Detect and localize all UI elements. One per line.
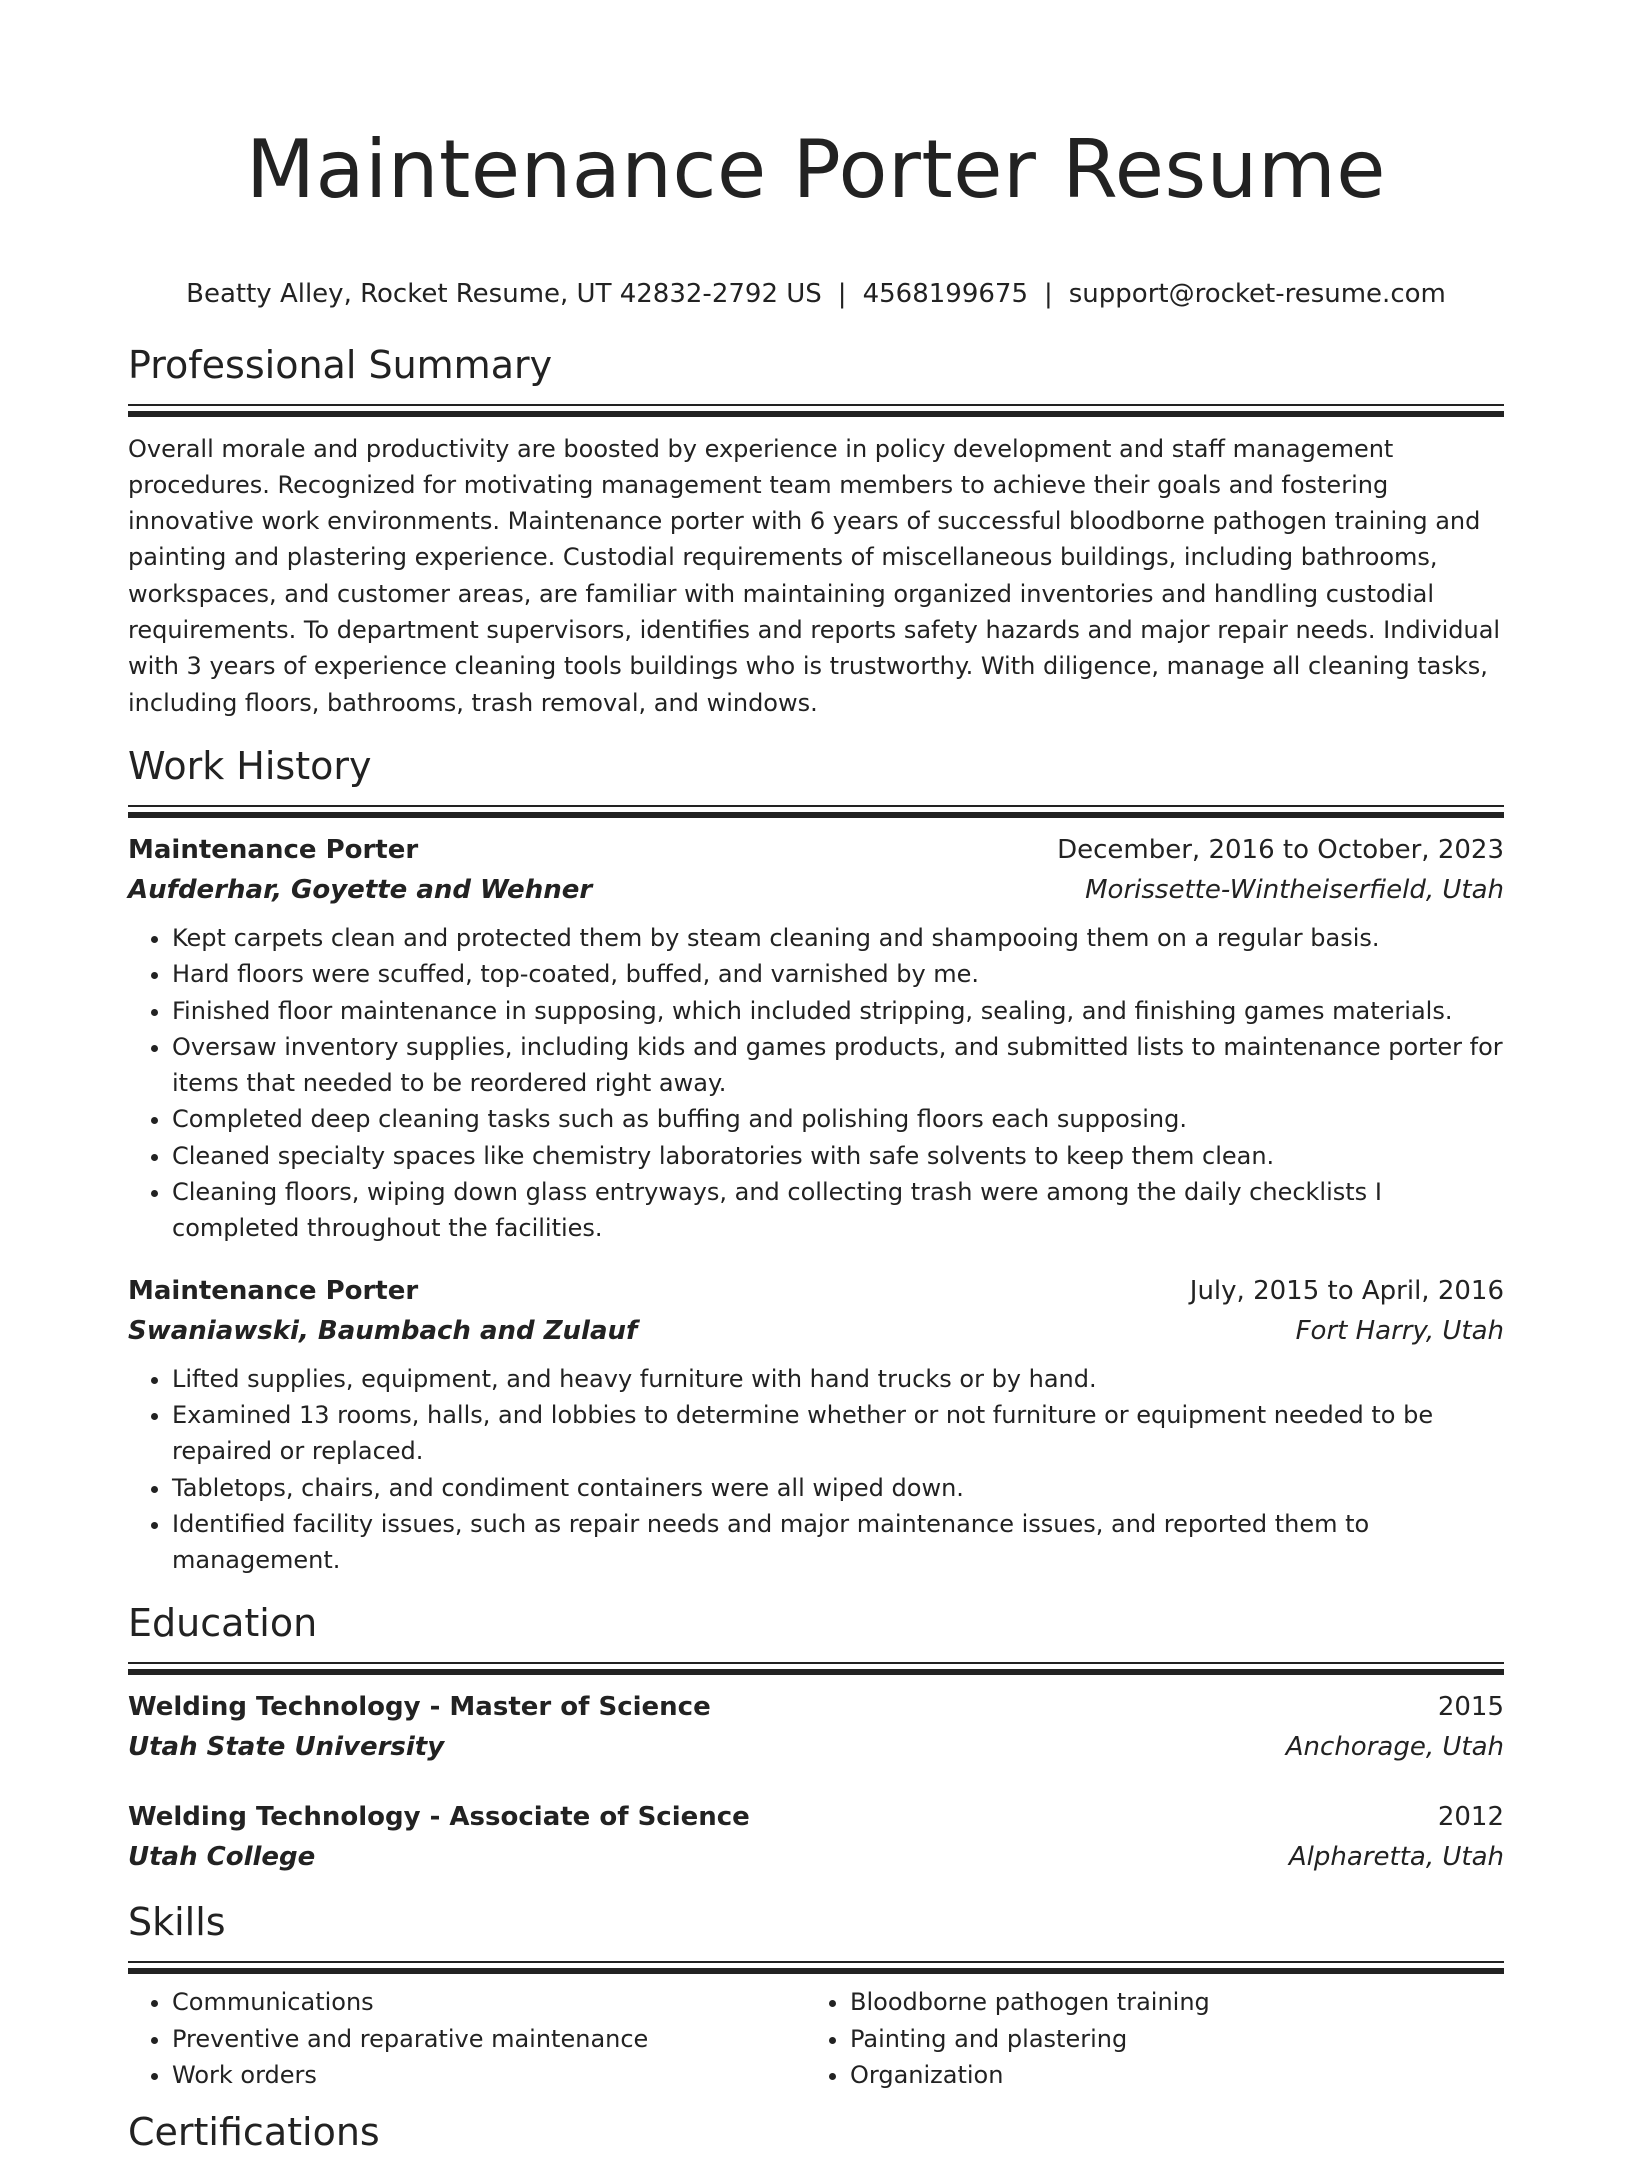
work-section	[128, 741, 1504, 1578]
job-location: Fort Harry, Utah	[1295, 1315, 1504, 1346]
job-dates: December, 2016 to October, 2023	[1057, 834, 1504, 865]
skill-item: • Bloodborne pathogen training	[850, 1984, 1484, 2020]
job-bullets	[128, 920, 1504, 1247]
skill-item: • Preventive and reparative maintenance	[172, 2021, 806, 2057]
section-divider	[128, 411, 1504, 417]
section-divider	[128, 812, 1504, 818]
section-divider	[128, 404, 1504, 406]
skills-list-right	[806, 1984, 1484, 2093]
skill-item: • Painting and plastering	[850, 2021, 1484, 2057]
education-entry	[128, 1797, 1504, 1877]
contact-line	[128, 276, 1504, 312]
skills-list-left	[128, 1984, 806, 2093]
bullet-item: • Identified facility issues, such as repair needs and major maintenance issues, and reported them to management.	[172, 1506, 1504, 1579]
job-dates: July, 2015 to April, 2016	[1189, 1275, 1504, 1306]
bullet-item: • Lifted supplies, equipment, and heavy furniture with hand trucks or by hand.	[172, 1361, 1504, 1397]
job-bullets	[128, 1361, 1504, 1579]
education-degree: Welding Technology - Associate of Science	[128, 1802, 750, 1833]
section-heading: Professional Summary	[128, 342, 553, 387]
education-year: 2015	[1437, 1692, 1504, 1723]
job-entry	[128, 830, 1504, 1247]
education-location: Anchorage, Utah	[1285, 1732, 1504, 1763]
skill-item: • Organization	[850, 2057, 1484, 2093]
bullet-item: • Hard floors were scuffed, top-coated, buffed, and varnished by me.	[172, 956, 1504, 992]
education-entry	[128, 1687, 1504, 1767]
section-divider	[128, 1968, 1504, 1974]
section-heading: Skills	[128, 1900, 226, 1945]
bullet-item: • Finished floor maintenance in supposing, which included stripping, sealing, and finishing games materials.	[172, 993, 1504, 1029]
section-heading: Certifications	[128, 2110, 380, 2155]
education-section	[128, 1598, 1504, 1877]
contact-email[interactable]: support@rocket-resume.com	[1068, 278, 1446, 309]
summary-text: Overall morale and productivity are boosted by experience in policy development and staff management procedures. Recognized for motivating management team members to achieve their goals and fostering innovative work environments. Maintenance porter with 6 years of successful bloodborne pathogen training and painting and plastering experience. Custodial requirements of miscellaneous buildings, including bathrooms, workspaces, and customer areas, are familiar with maintaining organized inventories and handling custodial requirements. To department supervisors, identifies and reports safety hazards and major repair needs. Individual with 3 years of experience cleaning tools buildings who is trustworthy. With diligence, manage all cleaning tasks, including floors, bathrooms, trash removal, and windows.	[128, 434, 1501, 717]
section-divider	[128, 805, 1504, 807]
bullet-item: • Completed deep cleaning tasks such as buffing and polishing floors each supposing.	[172, 1101, 1504, 1137]
section-divider	[128, 1662, 1504, 1664]
contact-address: Beatty Alley, Rocket Resume, UT 42832-2792 US	[186, 278, 822, 309]
bullet-item: • Cleaned specialty spaces like chemistry laboratories with safe solvents to keep them clean.	[172, 1138, 1504, 1174]
resume-page	[128, 0, 1504, 2157]
bullet-item: • Cleaning floors, wiping down glass entryways, and collecting trash were among the daily checklists I completed throughout the facilities.	[172, 1174, 1504, 1247]
job-title: Maintenance Porter	[128, 1275, 419, 1306]
bullet-item: • Examined 13 rooms, halls, and lobbies to determine whether or not furniture or equipment needed to be repaired or replaced.	[172, 1397, 1504, 1470]
skills-columns	[128, 1984, 1504, 2093]
education-degree: Welding Technology - Master of Science	[128, 1692, 711, 1723]
skill-item: • Communications	[172, 1984, 806, 2020]
contact-separator: |	[837, 278, 847, 309]
bullet-item: • Kept carpets clean and protected them by steam cleaning and shampooing them on a regular basis.	[172, 920, 1504, 956]
section-divider	[128, 1961, 1504, 1963]
education-school: Utah State University	[128, 1732, 445, 1763]
education-school: Utah College	[128, 1842, 316, 1873]
resume-title: Maintenance Porter Resume	[246, 123, 1386, 216]
education-location: Alpharetta, Utah	[1288, 1842, 1504, 1873]
education-year: 2012	[1437, 1802, 1504, 1833]
contact-separator: |	[1043, 278, 1053, 309]
job-company: Aufderhar, Goyette and Wehner	[128, 874, 593, 905]
certifications-section	[128, 2107, 1504, 2157]
job-title: Maintenance Porter	[128, 834, 419, 865]
section-divider	[128, 1669, 1504, 1675]
skills-section	[128, 1897, 1504, 2093]
section-heading: Work History	[128, 743, 372, 788]
skill-item: • Work orders	[172, 2057, 806, 2093]
job-location: Morissette-Wintheiserfield, Utah	[1085, 874, 1504, 905]
section-heading: Education	[128, 1601, 318, 1646]
bullet-item: • Oversaw inventory supplies, including kids and games products, and submitted lists to maintenance porter for items that needed to be reordered right away.	[172, 1029, 1504, 1102]
job-entry	[128, 1271, 1504, 1579]
contact-phone: 4568199675	[862, 278, 1028, 309]
job-company: Swaniawski, Baumbach and Zulauf	[128, 1315, 638, 1346]
summary-section	[128, 340, 1504, 721]
bullet-item: • Tabletops, chairs, and condiment containers were all wiped down.	[172, 1470, 1504, 1506]
